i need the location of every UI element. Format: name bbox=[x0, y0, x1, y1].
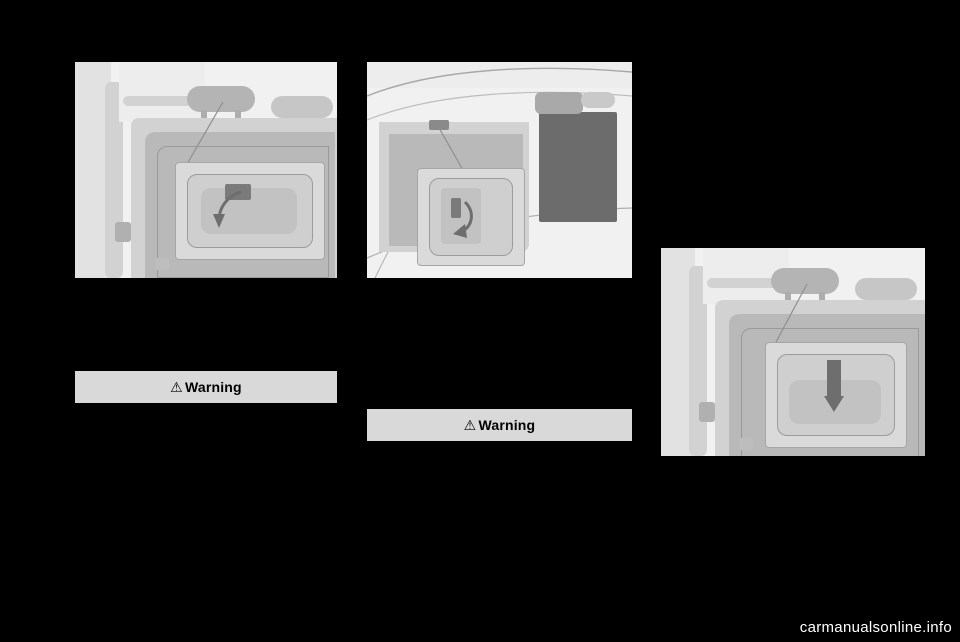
middle-column bbox=[367, 0, 632, 642]
warning-box-middle bbox=[367, 409, 632, 441]
warning-label: Warning bbox=[184, 379, 242, 395]
watermark: carmanualsonline.info bbox=[799, 619, 952, 636]
warning-triangle-icon: ⚠ bbox=[170, 379, 183, 395]
warning-triangle-icon: ⚠ bbox=[463, 417, 477, 433]
figure-headrest-push-down bbox=[661, 248, 925, 456]
figure-seat-release-lever bbox=[75, 62, 337, 278]
right-column bbox=[661, 0, 925, 642]
arrow-down-left-icon bbox=[175, 162, 323, 258]
arrow-down-icon bbox=[417, 168, 523, 264]
warning-label: Warning bbox=[478, 417, 536, 433]
arrow-down-icon bbox=[765, 342, 905, 446]
warning-box-left bbox=[75, 371, 337, 403]
figure-luggage-compartment-lever bbox=[367, 62, 632, 278]
left-column bbox=[75, 0, 337, 642]
